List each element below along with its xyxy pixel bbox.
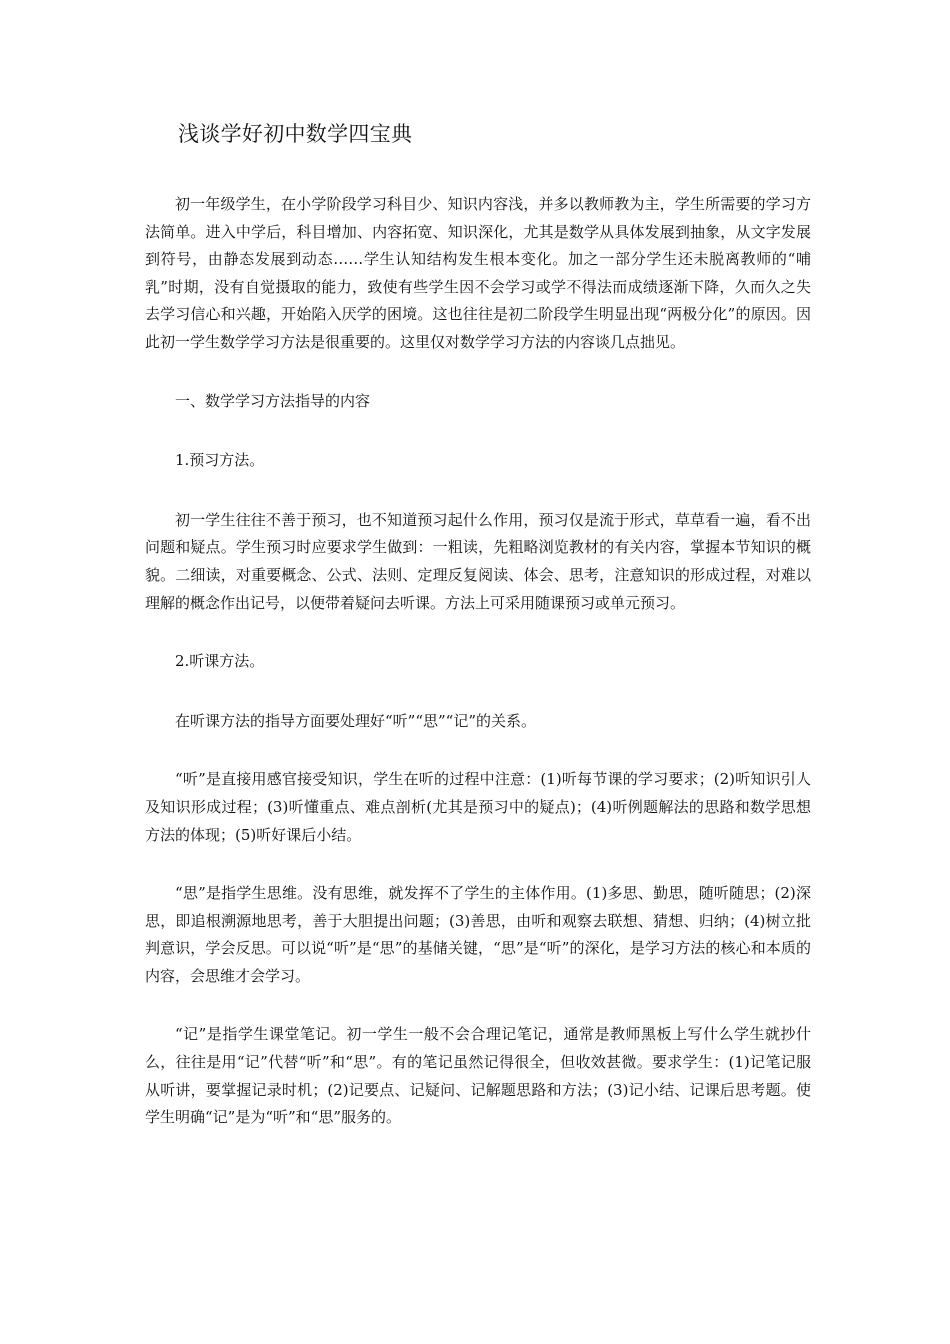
notes-paragraph: “记”是指学生课堂笔记。初一学生一般不会合理记笔记，通常是教师黑板上写什么学生就抄什么，往往是用“记”代替“听”和“思”。有的笔记虽然记得很全，但收效甚微。要求学生：(1)记笔记服从听讲，要掌握记录时机；(2)记要点、记疑问、记解题思路和方法；(3)记小结、记课后思考题。使学生明确“记”是为“听”和“思”服务的。 <box>145 1025 811 1127</box>
subheading-listening-method: 2.听课方法。 <box>175 652 265 671</box>
listen-paragraph: “听”是直接用感官接受知识，学生在听的过程中注意：(1)听每节课的学习要求；(2)听知识引人及知识形成过程；(3)听懂重点、难点剖析(尤其是预习中的疑点)；(4)听例题解法的思路和数学思想方法的体现；(5)听好课后小结。 <box>145 770 811 844</box>
listening-method-intro: 在听课方法的指导方面要处理好“听”“思”“记”的关系。 <box>175 711 537 730</box>
document-body <box>145 118 811 1163</box>
document-title: 浅谈学好初中数学四宝典 <box>178 122 413 146</box>
think-paragraph: “思”是指学生思维。没有思维，就发挥不了学生的主体作用。(1)多思、勤思，随听随思；(2)深思，即追根溯源地思考，善于大胆提出问题；(3)善思，由听和观察去联想、猜想、归纳；(4)树立批判意识，学会反思。可以说“听”是“思”的基储关键，“思”是“听”的深化，是学习方法的核心和本质的内容，会思维才会学习。 <box>145 884 811 985</box>
subheading-preview-method: 1.预习方法。 <box>175 451 265 470</box>
preview-method-paragraph: 初一学生往往不善于预习，也不知道预习起什么作用，预习仅是流于形式，草草看一遍，看不出问题和疑点。学生预习时应要求学生做到：一粗读，先粗略浏览教材的有关内容，掌握本节知识的概貌。二细读，对重要概念、公式、法则、定理反复阅读、体会、思考，注意知识的形成过程，对难以理解的概念作出记号，以便带着疑问去听课。方法上可采用随课预习或单元预习。 <box>145 510 811 612</box>
intro-paragraph: 初一年级学生，在小学阶段学习科目少、知识内容浅，并多以教师教为主，学生所需要的学习方法简单。进入中学后，科目增加、内容拓宽、知识深化，尤其是数学从具体发展到抽象，从文字发展到符号，由静态发展到动态……学生认知结构发生根本变化。加之一部分学生还未脱离教师的“哺乳”时期，没有自觉摄取的能力，致使有些学生因不会学习或学不得法而成绩逐渐下降，久而久之失去学习信心和兴趣，开始陷入厌学的困境。这也往往是初二阶段学生明显出现“两极分化”的原因。因此初一学生数学学习方法是很重要的。这里仅对数学学习方法的内容谈几点拙见。 <box>145 195 811 351</box>
section-heading-learning-method: 一、数学学习方法指导的内容 <box>175 391 371 410</box>
